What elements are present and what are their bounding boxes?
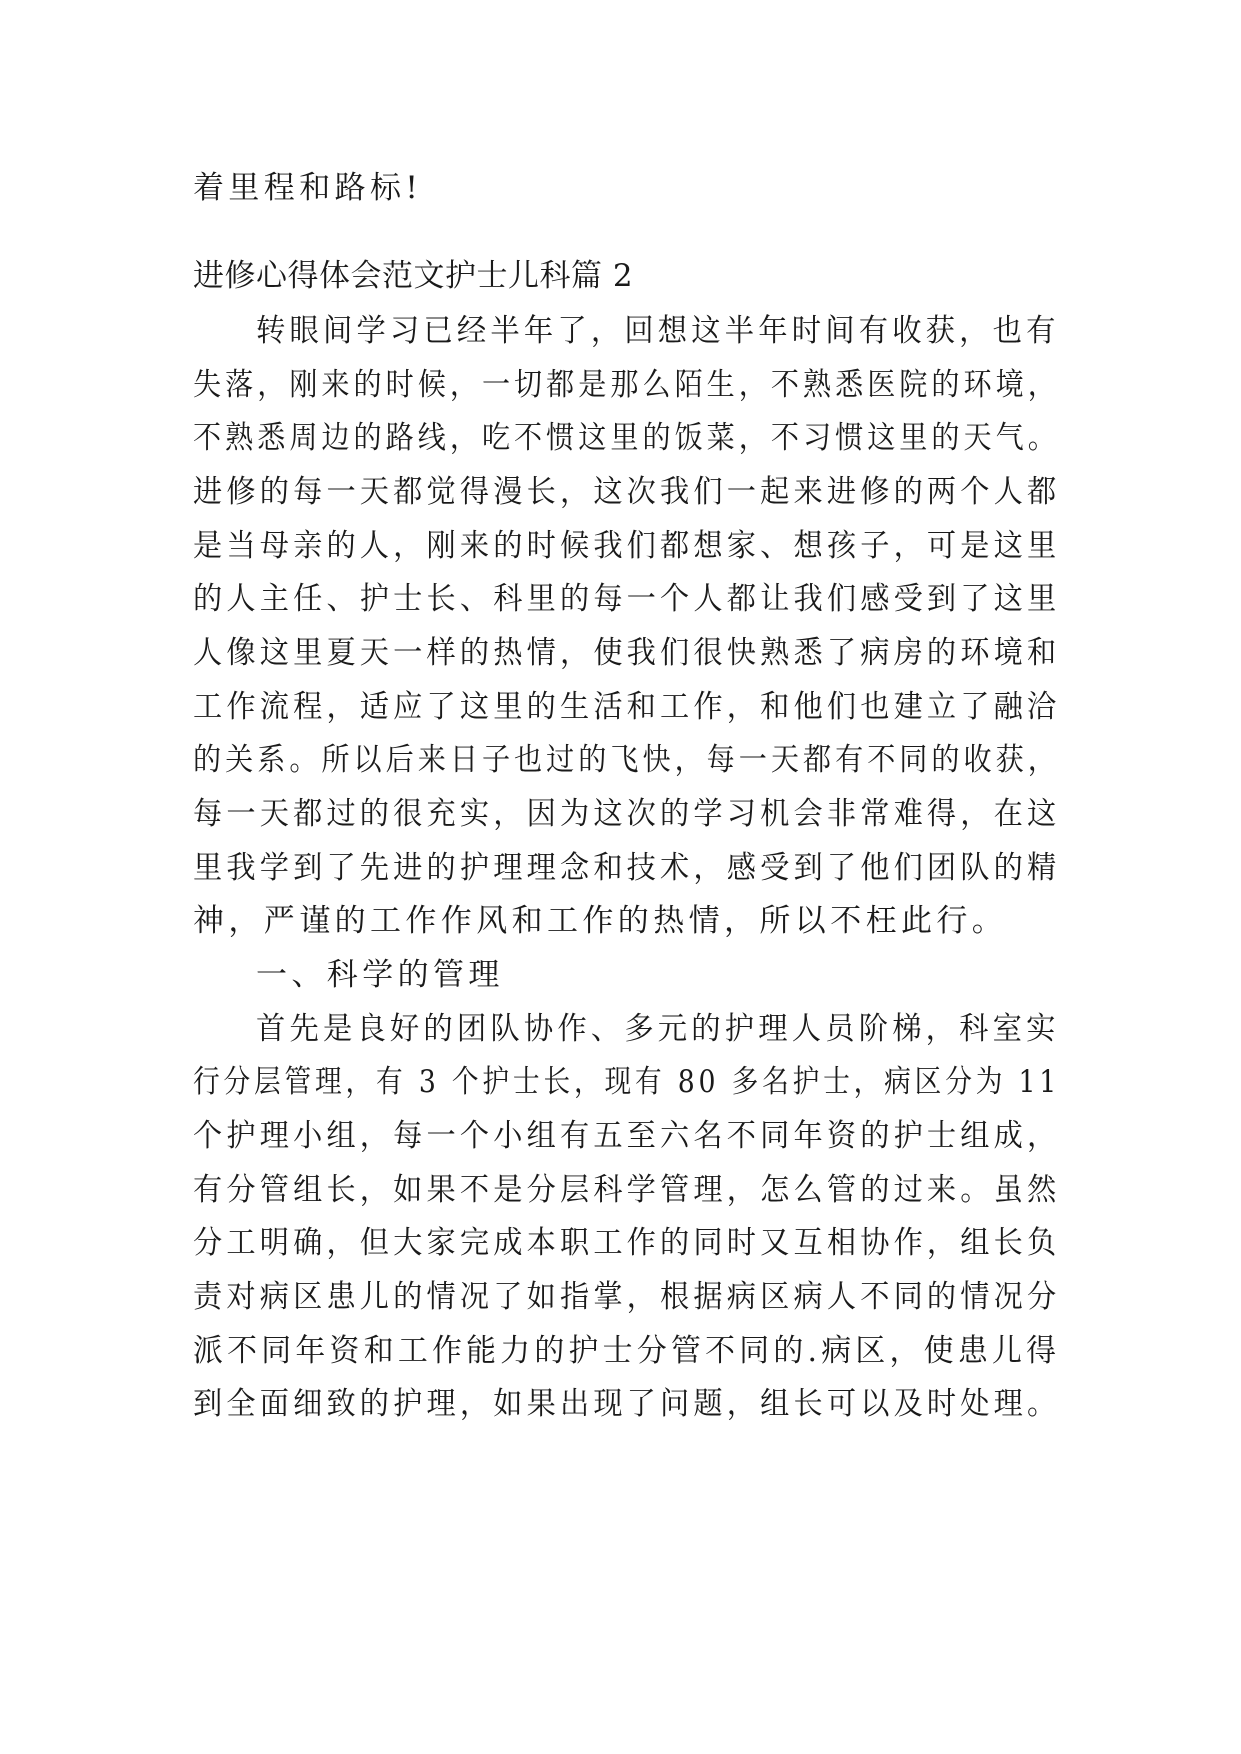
- paragraph-line: 责对病区患儿的情况了如指掌，根据病区病人不同的情况分: [193, 1279, 1061, 1315]
- paragraph-line: 行分层管理，有 3 个护士长，现有 80 多名护士，病区分为 11: [193, 1064, 1061, 1100]
- paragraph-line: 分工明确，但大家完成本职工作的同时又互相协作，组长负: [193, 1225, 1061, 1261]
- paragraph-line: 首先是良好的团队协作、多元的护理人员阶梯，科室实: [256, 1011, 1060, 1047]
- paragraph-line: 的关系。所以后来日子也过的飞快，每一天都有不同的收获，: [193, 742, 1060, 778]
- paragraph-line: 神，严谨的工作作风和工作的热情，所以不枉此行。: [193, 903, 1008, 939]
- paragraph-line: 的人主任、护士长、科里的每一个人都让我们感受到了这里: [193, 581, 1061, 617]
- paragraph-line: 着里程和路标!: [193, 170, 423, 206]
- paragraph-line: 里我学到了先进的护理理念和技术，感受到了他们团队的精: [193, 850, 1061, 886]
- paragraph-line: 进修的每一天都觉得漫长，这次我们一起来进修的两个人都: [193, 474, 1061, 510]
- subsection-title: 一、科学的管理: [256, 957, 504, 993]
- paragraph-line: 工作流程，适应了这里的生活和工作，和他们也建立了融洽: [193, 689, 1061, 725]
- paragraph-line: 人像这里夏天一样的热情，使我们很快熟悉了病房的环境和: [193, 635, 1061, 671]
- paragraph-line: 每一天都过的很充实，因为这次的学习机会非常难得，在这: [193, 796, 1061, 832]
- paragraph-line: 个护理小组，每一个小组有五至六名不同年资的护士组成，: [193, 1118, 1061, 1154]
- paragraph-line: 派不同年资和工作能力的护士分管不同的.病区，使患儿得: [193, 1333, 1061, 1369]
- paragraph-line: 不熟悉周边的路线，吃不惯这里的饭菜，不习惯这里的天气。: [193, 420, 1060, 456]
- section-title: 进修心得体会范文护士儿科篇 2: [193, 258, 634, 294]
- paragraph-line: 到全面细致的护理，如果出现了问题，组长可以及时处理。: [193, 1386, 1061, 1422]
- paragraph-line: 失落，刚来的时候，一切都是那么陌生，不熟悉医院的环境，: [193, 367, 1060, 403]
- paragraph-line: 转眼间学习已经半年了，回想这半年时间有收获，也有: [256, 313, 1060, 349]
- paragraph-line: 有分管组长，如果不是分层科学管理，怎么管的过来。虽然: [193, 1172, 1061, 1208]
- paragraph-line: 是当母亲的人，刚来的时候我们都想家、想孩子，可是这里: [193, 528, 1061, 564]
